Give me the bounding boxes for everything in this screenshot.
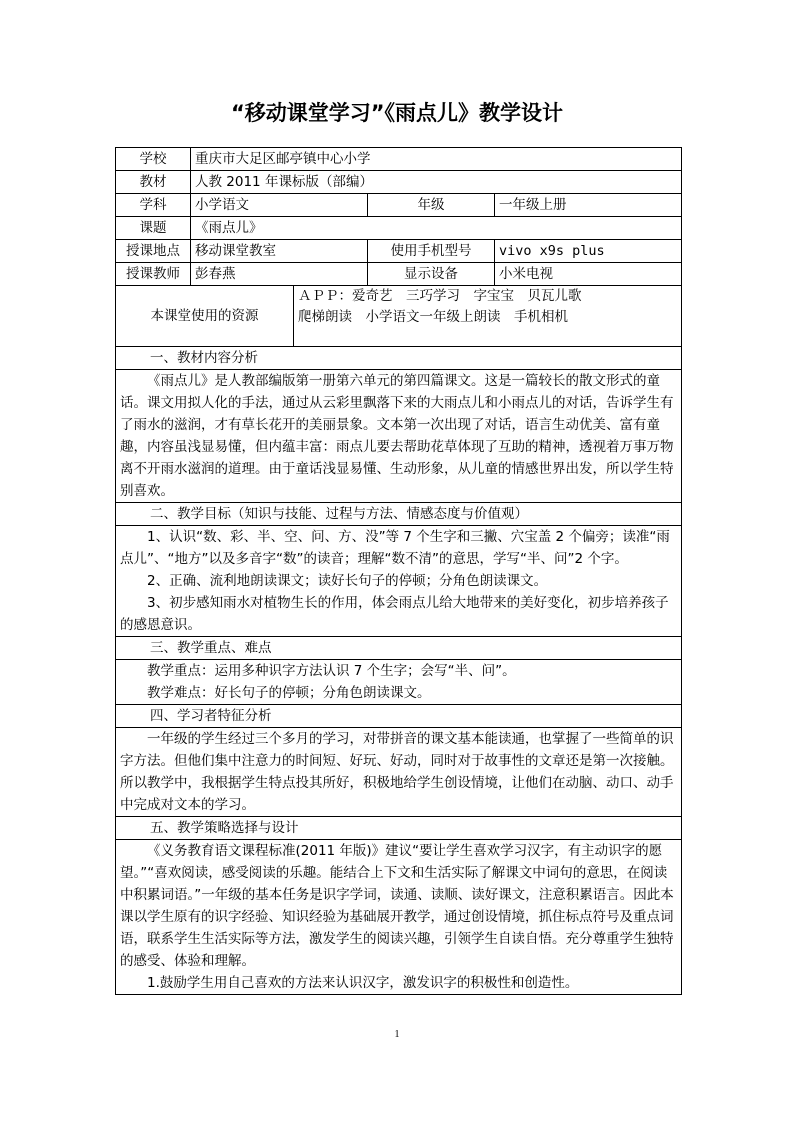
- row-textbook: [116, 171, 682, 194]
- topic-value: 《雨点儿》: [191, 217, 682, 240]
- page-title: “移动课堂学习”《雨点儿》教学设计: [230, 101, 564, 125]
- school-value: 重庆市大足区邮亭镇中心小学: [191, 148, 682, 171]
- section-heading-key-points: 三、教学重点、难点: [116, 637, 682, 660]
- row-school: [116, 148, 682, 171]
- lesson-plan-table: [115, 147, 682, 995]
- row-s4-body: [116, 728, 682, 817]
- subject-value: 小学语文: [191, 194, 368, 217]
- row-resources: [116, 286, 682, 347]
- section-heading-objectives: 二、教学目标（知识与技能、过程与方法、情感态度与价值观）: [116, 503, 682, 526]
- row-s1-body: [116, 370, 682, 503]
- row-venue: [116, 240, 682, 263]
- learner-analysis-paragraph: 一年级的学生经过三个多月的学习，对带拼音的课文基本能读通，也掌握了一些简单的识字方法。但他们集中注意力的时间短、好玩、好动，同时对于故事性的文章还是第一次接触。所以教学中，我根据学生特点投其所好，积极地给学生创设情境，让他们在动脑、动口、动手中完成对文本的学习。: [120, 731, 674, 813]
- resources-label: 本课堂使用的资源: [116, 286, 294, 347]
- grade-value: 一年级上册: [495, 194, 682, 217]
- row-s5-heading: [116, 817, 682, 840]
- strategy-text: [116, 840, 682, 995]
- textbook-value: 人教 2011 年课标版（部编）: [191, 171, 682, 194]
- key-point: 教学重点：运用多种识字方法认识 7 个生字；会写“半、问”。: [147, 663, 516, 679]
- teacher-label: 授课教师: [116, 263, 191, 286]
- venue-value: 移动课堂教室: [191, 240, 368, 263]
- row-s5-body: [116, 840, 682, 995]
- row-s2-body: [116, 526, 682, 637]
- phone-label: 使用手机型号: [368, 240, 495, 263]
- venue-label: 授课地点: [116, 240, 191, 263]
- objectives-text: [116, 526, 682, 637]
- row-s4-heading: [116, 705, 682, 728]
- row-s2-heading: [116, 503, 682, 526]
- display-label: 显示设备: [368, 263, 495, 286]
- textbook-label: 教材: [116, 171, 191, 194]
- resources-line-2: 爬梯朗读 小学语文一年级上朗读 手机相机: [298, 309, 568, 325]
- strategy-paragraph: 《义务教育语文课程标准(2011 年版)》建议“要让学生喜欢学习汉字，有主动识字的愿望。”“喜欢阅读，感受阅读的乐趣。能结合上下文和生活实际了解课文中词句的意思，在阅读中积累词语。”一年级的基本任务是识字学词，读通、读顺、读好课文，注意积累语言。因此本课以学生原有的识字经验、知识经验为基础展开教学，通过创设情境，抓住标点符号及重点词语，联系学生生活实际等方法，激发学生的阅读兴趣，引领学生自读自悟。充分尊重学生独特的感受、体验和理解。: [120, 843, 674, 969]
- section-heading-learner-analysis: 四、学习者特征分析: [116, 705, 682, 728]
- subject-label: 学科: [116, 194, 191, 217]
- phone-value: vivo x9s plus: [495, 240, 682, 263]
- strategy-point-1: 1.鼓励学生用自己喜欢的方法来认识汉字，激发识字的积极性和创造性。: [147, 975, 579, 991]
- row-s3-body: [116, 660, 682, 705]
- section-heading-strategy: 五、教学策略选择与设计: [116, 817, 682, 840]
- objective-1: 1、认识“数、彩、半、空、问、方、没”等 7 个生字和三撇、穴宝盖 2 个偏旁；读准“雨点儿”、“地方”以及多音字“数”的读音；理解“数不清”的意思，学写“半、问”2 个字。: [120, 529, 670, 567]
- page-number: 1: [394, 1029, 400, 1040]
- learner-analysis-text: [116, 728, 682, 817]
- objective-3: 3、初步感知雨水对植物生长的作用，体会雨点儿给大地带来的美好变化，初步培养孩子的感恩意识。: [120, 595, 669, 633]
- teacher-value: 彭春燕: [191, 263, 368, 286]
- resources-line-1: ＡＰＰ：爱奇艺 三巧学习 字宝宝 贝瓦儿歌: [298, 288, 582, 304]
- display-value: 小米电视: [495, 263, 682, 286]
- row-s3-heading: [116, 637, 682, 660]
- content-analysis-text: [116, 370, 682, 503]
- objective-2: 2、正确、流利地朗读课文；读好长句子的停顿；分角色朗读课文。: [147, 573, 548, 589]
- topic-label: 课题: [116, 217, 191, 240]
- row-topic: [116, 217, 682, 240]
- row-s1-heading: [116, 347, 682, 370]
- content-analysis-paragraph: 《雨点儿》是人教部编版第一册第六单元的第四篇课文。这是一篇较长的散文形式的童话。课文用拟人化的手法，通过从云彩里飘落下来的大雨点儿和小雨点儿的对话，告诉学生有了雨水的滋润，才有草长花开的美丽景象。文本第一次出现了对话，语言生动优美、富有童趣，内容虽浅显易懂，但内蕴丰富：雨点儿要去帮助花草体现了互助的精神，透视着万事万物离不开雨水滋润的道理。由于童话浅显易懂、生动形象，从儿童的情感世界出发，所以学生特别喜欢。: [120, 373, 674, 499]
- row-teacher: [116, 263, 682, 286]
- difficulty-point: 教学难点：好长句子的停顿；分角色朗读课文。: [147, 685, 431, 701]
- row-subject: [116, 194, 682, 217]
- key-points-text: [116, 660, 682, 705]
- grade-label: 年级: [368, 194, 495, 217]
- school-label: 学校: [116, 148, 191, 171]
- section-heading-content-analysis: 一、教材内容分析: [116, 347, 682, 370]
- resources-value: [294, 286, 682, 347]
